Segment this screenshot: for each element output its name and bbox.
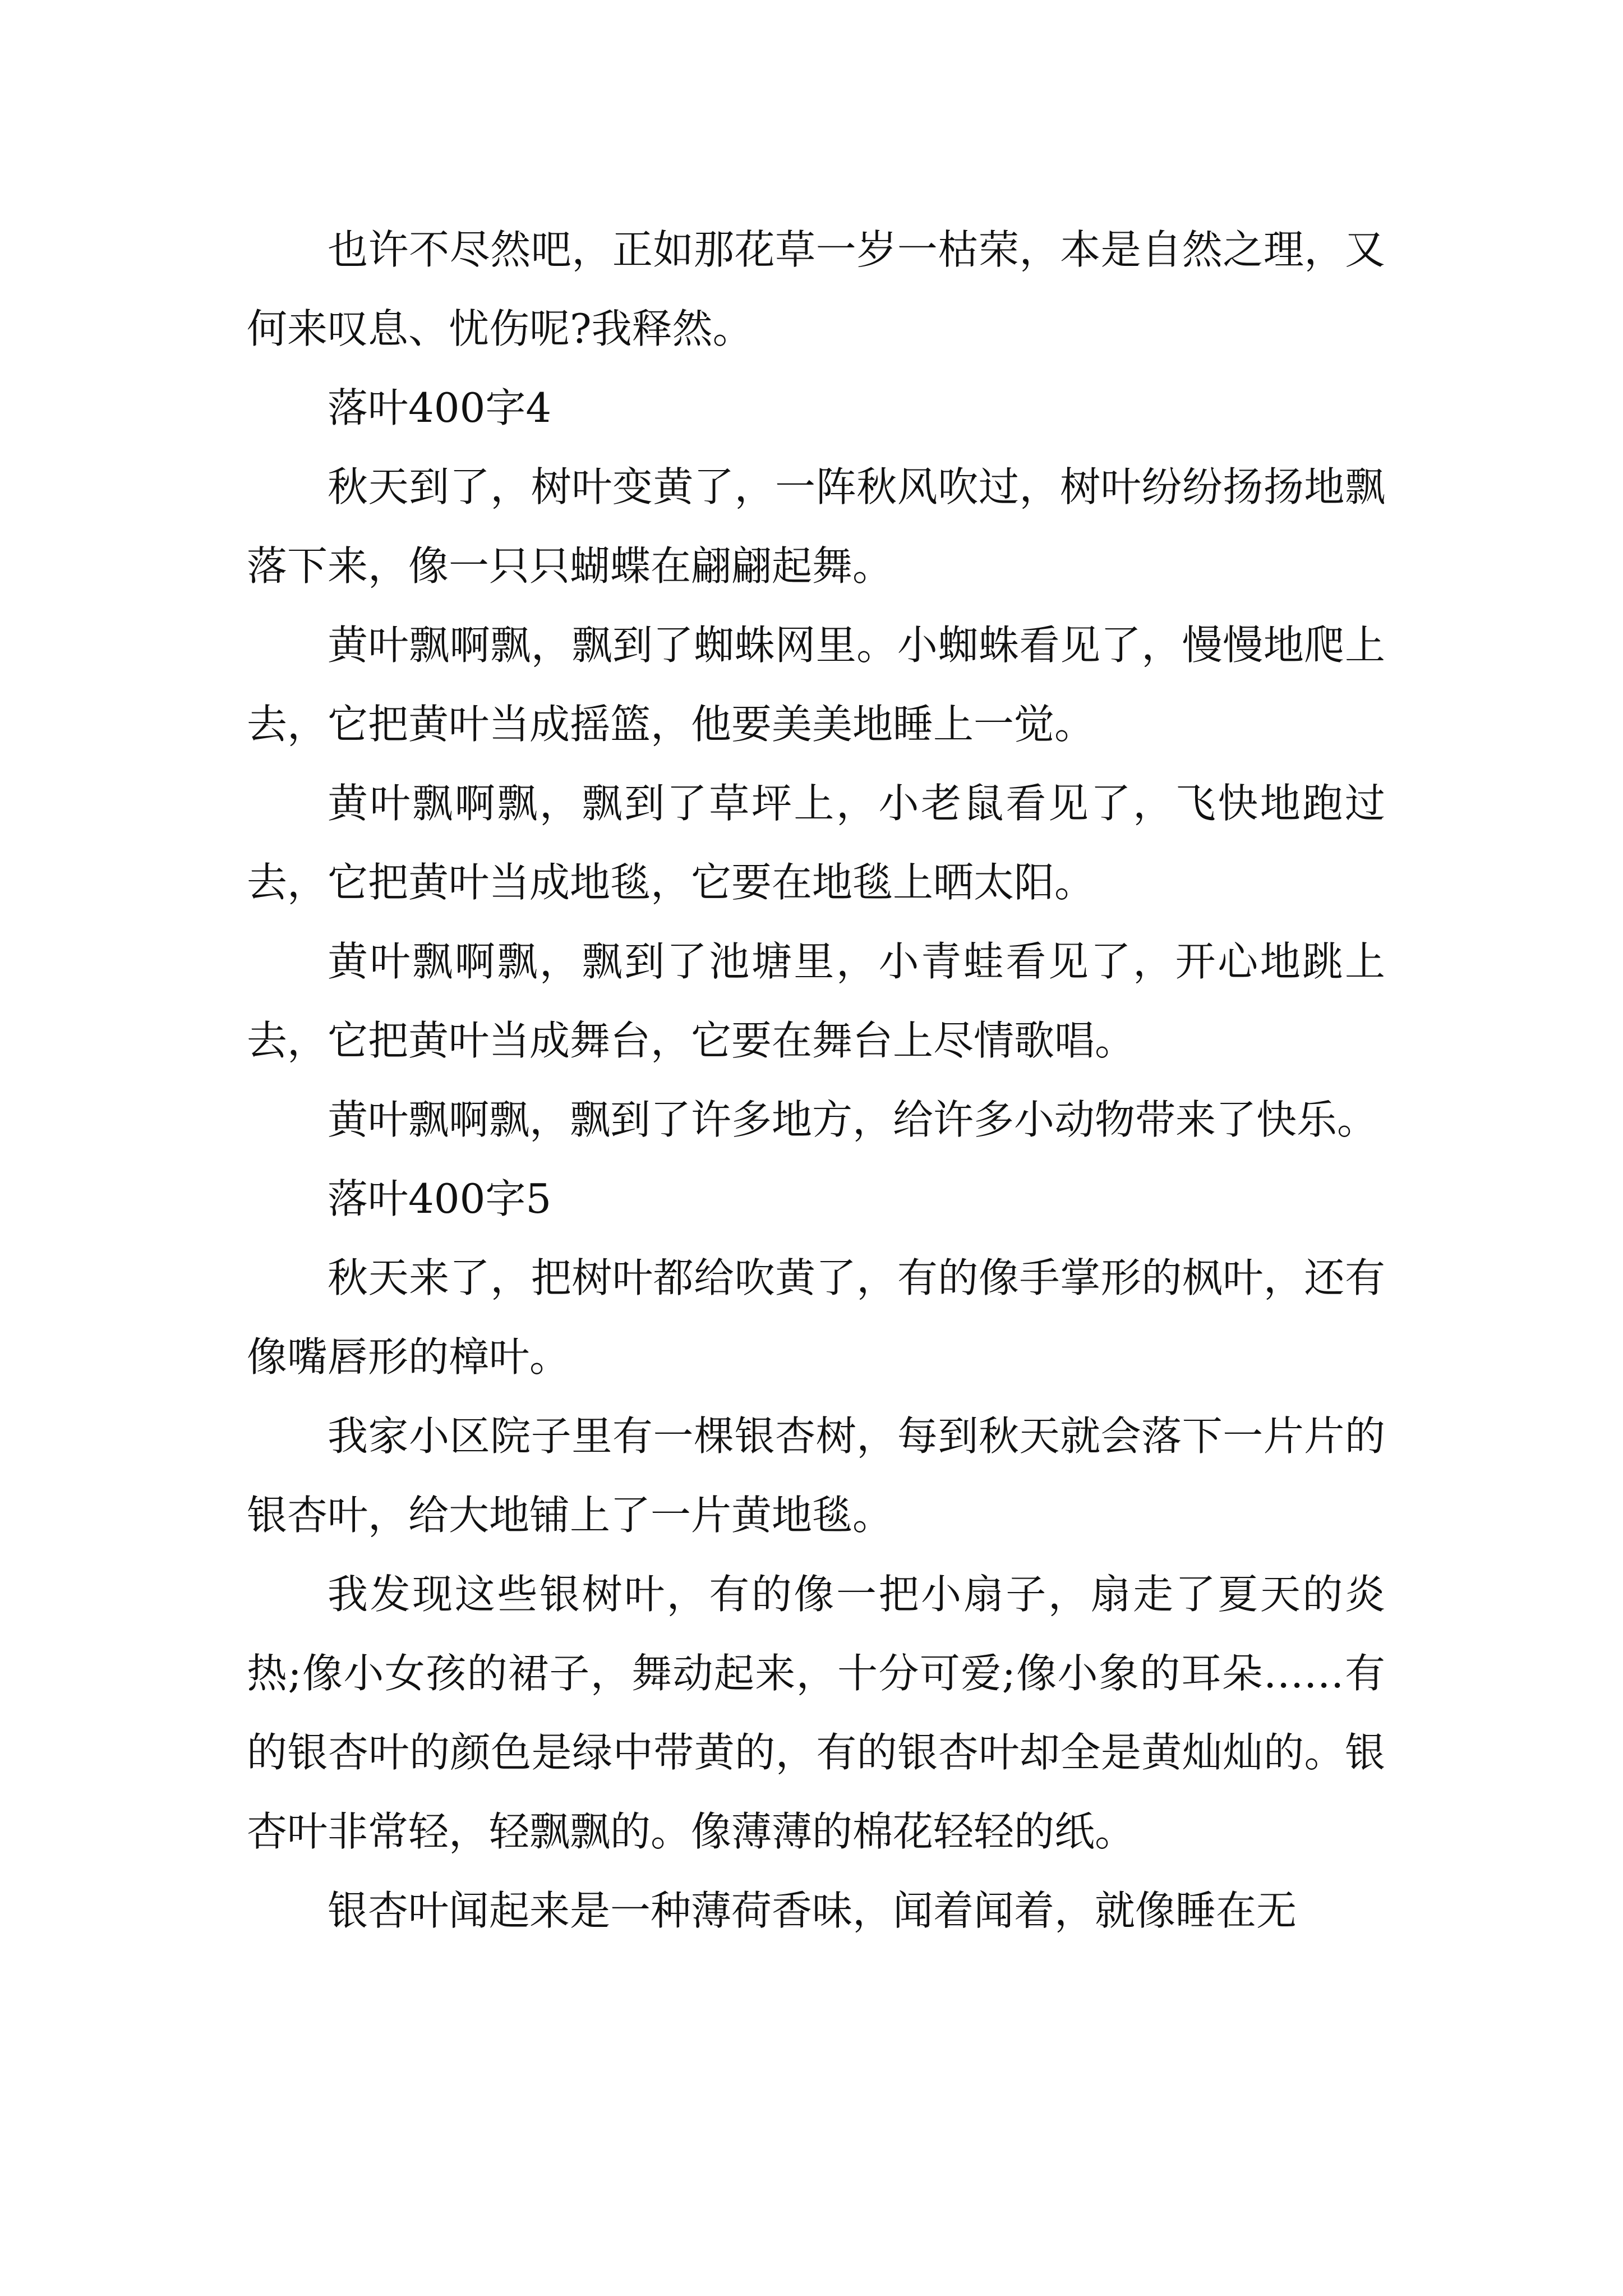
paragraph: 秋天来了，把树叶都给吹黄了，有的像手掌形的枫叶，还有像嘴唇形的樟叶。 bbox=[247, 1254, 1385, 1381]
paragraph: 黄叶飘啊飘，飘到了许多地方，给许多小动物带来了快乐。 bbox=[328, 1096, 1378, 1143]
paragraph: 黄叶飘啊飘，飘到了蜘蛛网里。小蜘蛛看见了，慢慢地爬上去，它把黄叶当成摇篮，他要美美地睡上一觉。 bbox=[247, 622, 1385, 748]
paragraph: 我发现这些银树叶，有的像一把小扇子，扇走了夏天的炎热;像小女孩的裙子，舞动起来，十分可爱;像小象的耳朵……有的银杏叶的颜色是绿中带黄的，有的银杏叶却全是黄灿灿的。银杏叶非常轻，轻飘飘的。像薄薄的棉花轻轻的纸。 bbox=[247, 1571, 1385, 1855]
paragraph: 我家小区院子里有一棵银杏树，每到秋天就会落下一片片的银杏叶，给大地铺上了一片黄地毯。 bbox=[247, 1412, 1385, 1539]
section-heading: 落叶400字5 bbox=[328, 1175, 552, 1222]
paragraph: 也许不尽然吧，正如那花草一岁一枯荣，本是自然之理，又何来叹息、忧伤呢?我释然。 bbox=[247, 226, 1385, 352]
paragraph: 银杏叶闻起来是一种薄荷香味，闻着闻着，就像睡在无 bbox=[328, 1887, 1297, 1934]
paragraph: 秋天到了，树叶变黄了，一阵秋风吹过，树叶纷纷扬扬地飘落下来，像一只只蝴蝶在翩翩起舞。 bbox=[247, 463, 1385, 590]
paragraph: 黄叶飘啊飘，飘到了草坪上，小老鼠看见了，飞快地跑过去，它把黄叶当成地毯，它要在地毯上晒太阳。 bbox=[247, 780, 1385, 906]
paragraph: 黄叶飘啊飘，飘到了池塘里，小青蛙看见了，开心地跳上去，它把黄叶当成舞台，它要在舞台上尽情歌唱。 bbox=[247, 938, 1385, 1064]
document-body bbox=[247, 210, 1385, 1950]
section-heading: 落叶400字4 bbox=[328, 384, 552, 431]
